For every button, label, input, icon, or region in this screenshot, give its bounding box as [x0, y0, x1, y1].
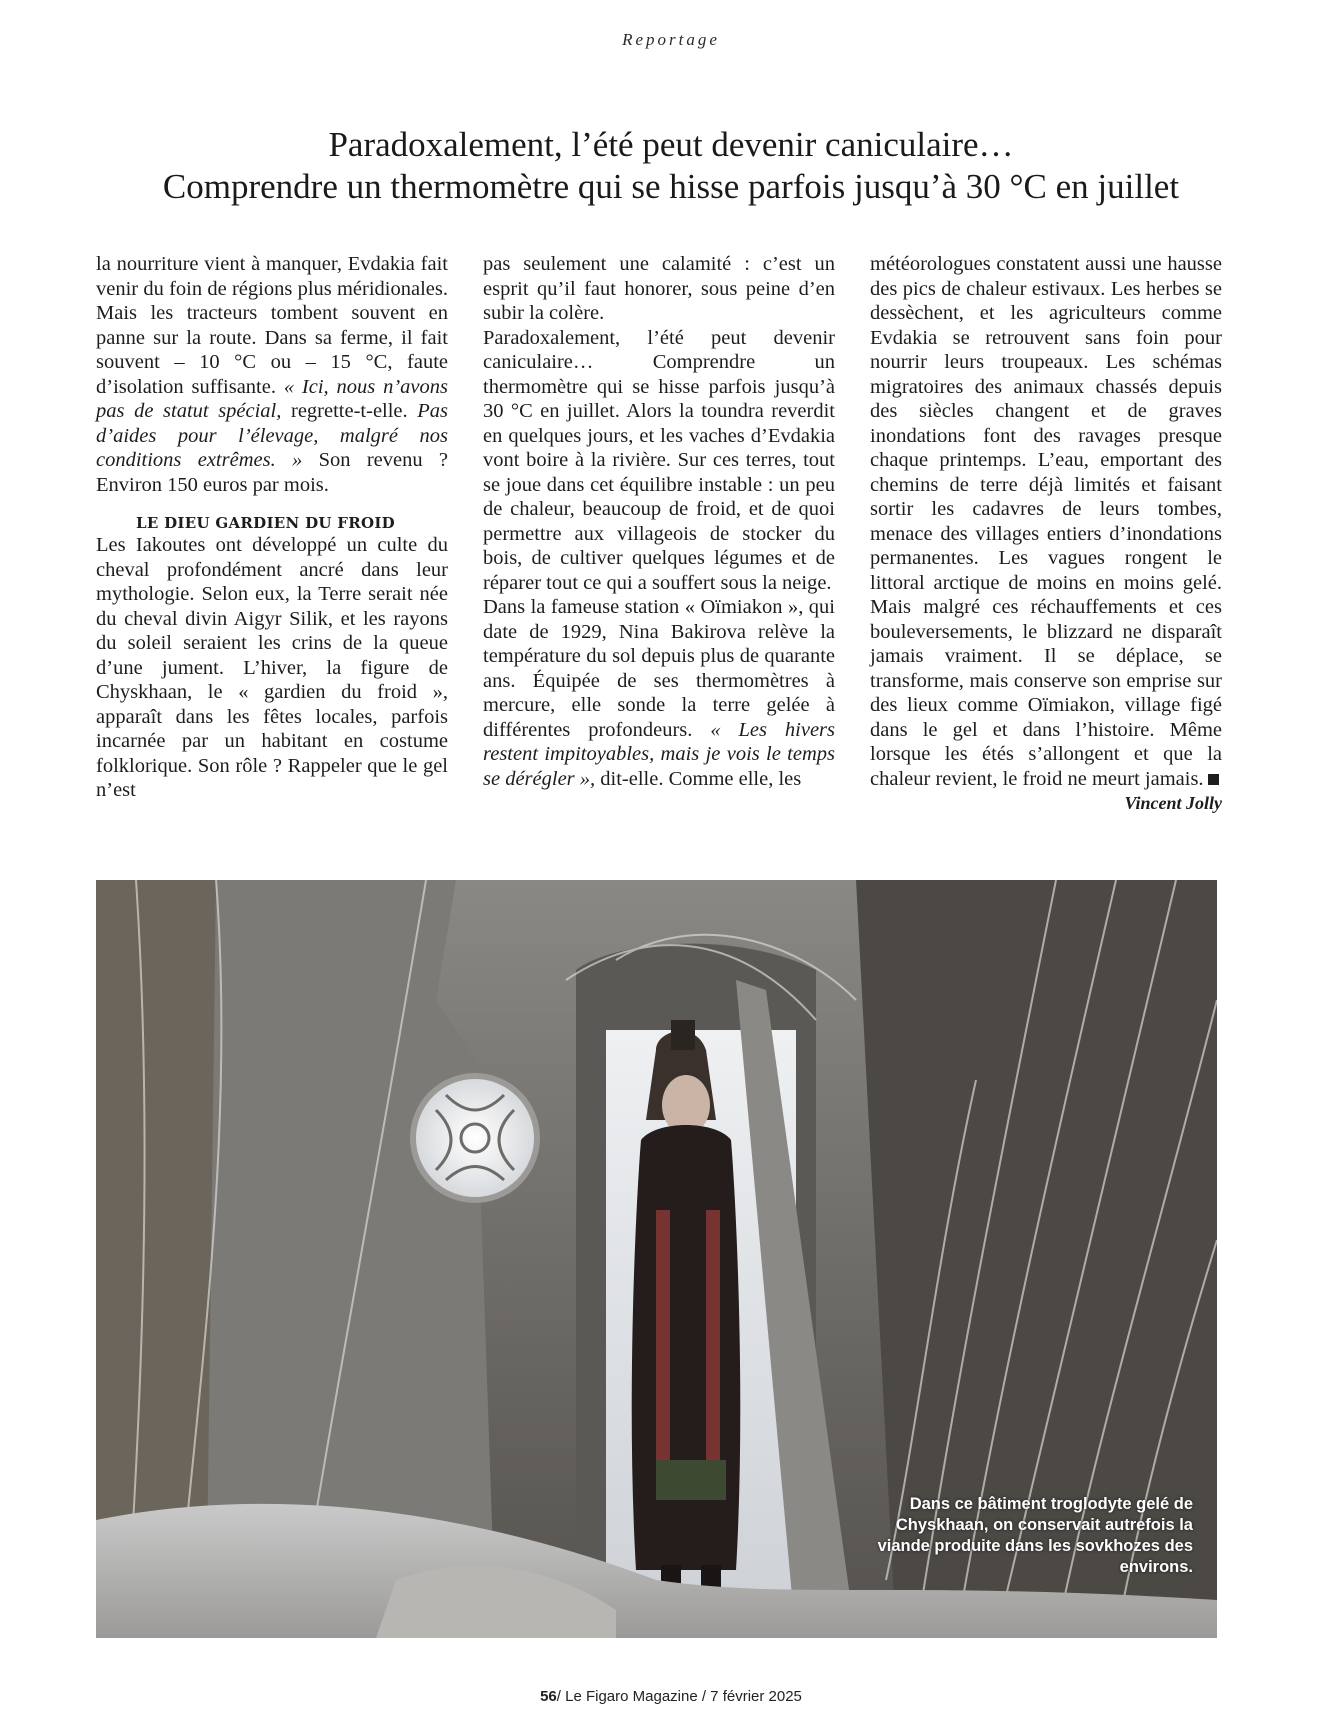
- paragraph: Les Iakoutes ont développé un culte du cheval profondément ancré dans leur mythologie. Selon eux, la Terre serait née du cheval divin Aigyr Silik, et les rayons du soleil seraient les crins de la queue d’une jument. L’hiver, la figure de Chyskhaan, le « gardien du froid », apparaît dans les fêtes locales, parfois incarnée par un habitant en costume folklorique. Son rôle ? Rappeler que le gel n’est: [96, 534, 448, 801]
- body-text: Dans la fameuse station « Oïmiakon », qui date de 1929, Nina Bakirova relève la température du sol depuis plus de quarante ans. Équipée de ses thermomètres à mercure, elle sonde la terre gelée à différentes profondeurs.: [483, 596, 835, 741]
- article-photo: [96, 880, 1217, 1638]
- quote-text: Pas d’aides pour l’élevage, malgré nos conditions extrêmes. »: [96, 400, 449, 471]
- author-signature: Vincent Jolly: [1124, 793, 1222, 813]
- page-number: 56: [540, 1688, 557, 1705]
- quote-text: « Ici, nous n’avons pas de statut spécial,: [96, 375, 448, 422]
- body-text: météorologues constatent aussi une hausse des pics de chaleur estivaux. Les herbes se dessèchent, et les agriculteurs comme Evdakia se retrouvent sans foin pour nourrir leurs troupeaux. Les schémas migratoires des animaux chassés depuis des siècles changent et de graves inondations font des ravages presque chaque printemps. L’eau, emportant des chemins de terre déjà limités et faisant sortir les cadavres de leurs tombes, menace des villages entiers d’inondations permanentes. Les vagues rongent le littoral arctique de moins en moins gelé. Mais malgré ces réchauffements et ces bouleversements, le blizzard ne disparaît jamais vraiment. Il se déplace, se transforme, mais conserve son emprise sur des lieux comme Oïmiakon, village figé dans le gel et dans l’histoire. Même lorsque les étés s’allongent et que la chaleur revient, le froid ne meurt jamais.: [870, 253, 1222, 790]
- body-text: la nourriture vient à manquer, Evdakia fait venir du foin de régions plus méridionales. Mais les tracteurs tombent souvent en panne sur la route. Dans sa ferme, il fait souvent – 10 °C ou – 15 °C, faute d’isolation suffisante.: [96, 253, 448, 398]
- paragraph: [870, 252, 1222, 813]
- subheading: LE DIEU GARDIEN DU FROID: [136, 514, 395, 532]
- body-text: dit-elle. Comme elle, les: [600, 767, 802, 790]
- paragraph: Paradoxalement, l’été peut devenir caniculaire… Comprendre un thermomètre qui se hisse parfois jusqu’à 30 °C en juillet. Alors la toundra reverdit en quelques jours, et les vaches d’Evdakia vont boire à la rivière. Sur ces terres, tout se joue dans cet équilibre instable : un peu de chaleur, beaucoup de froid, et de quoi permettre aux villageois de stocker du bois, de cultiver quelques légumes et de réparer tout ce qui a souffert sous la neige.: [483, 326, 835, 594]
- pull-quote: [60, 124, 1282, 208]
- paragraph: [96, 252, 448, 497]
- body-text: regrette-t-elle.: [291, 400, 408, 422]
- article-column-2: [483, 252, 835, 791]
- quote-text: « Les hivers restent impitoyables, mais je vois le temps se dérégler »,: [483, 718, 836, 790]
- page-footer: [0, 1688, 1342, 1705]
- section-rubric: Reportage: [622, 30, 720, 49]
- pull-quote-line-2: Comprendre un thermomètre qui se hisse parfois jusqu’à 30 °C en juillet: [162, 167, 1180, 206]
- body-text: Son revenu ? Environ 150 euros par mois.: [96, 449, 449, 496]
- publication-info: / Le Figaro Magazine / 7 février 2025: [556, 1688, 802, 1705]
- end-mark-icon: [1208, 774, 1219, 785]
- pull-quote-line-1: Paradoxalement, l’été peut devenir caniculaire…: [328, 125, 1014, 164]
- article-column-1: [96, 252, 448, 803]
- article-column-3: [870, 252, 1222, 816]
- paragraph: pas seulement une calamité : c’est un esprit qu’il faut honorer, sous peine d’en subir la colère.: [483, 253, 835, 324]
- paragraph: [483, 595, 835, 791]
- photo-caption: Dans ce bâtiment troglodyte gelé de Chyskhaan, on conservait autrefois la viande produite dans les sovkhozes des environs.: [877, 1495, 1193, 1576]
